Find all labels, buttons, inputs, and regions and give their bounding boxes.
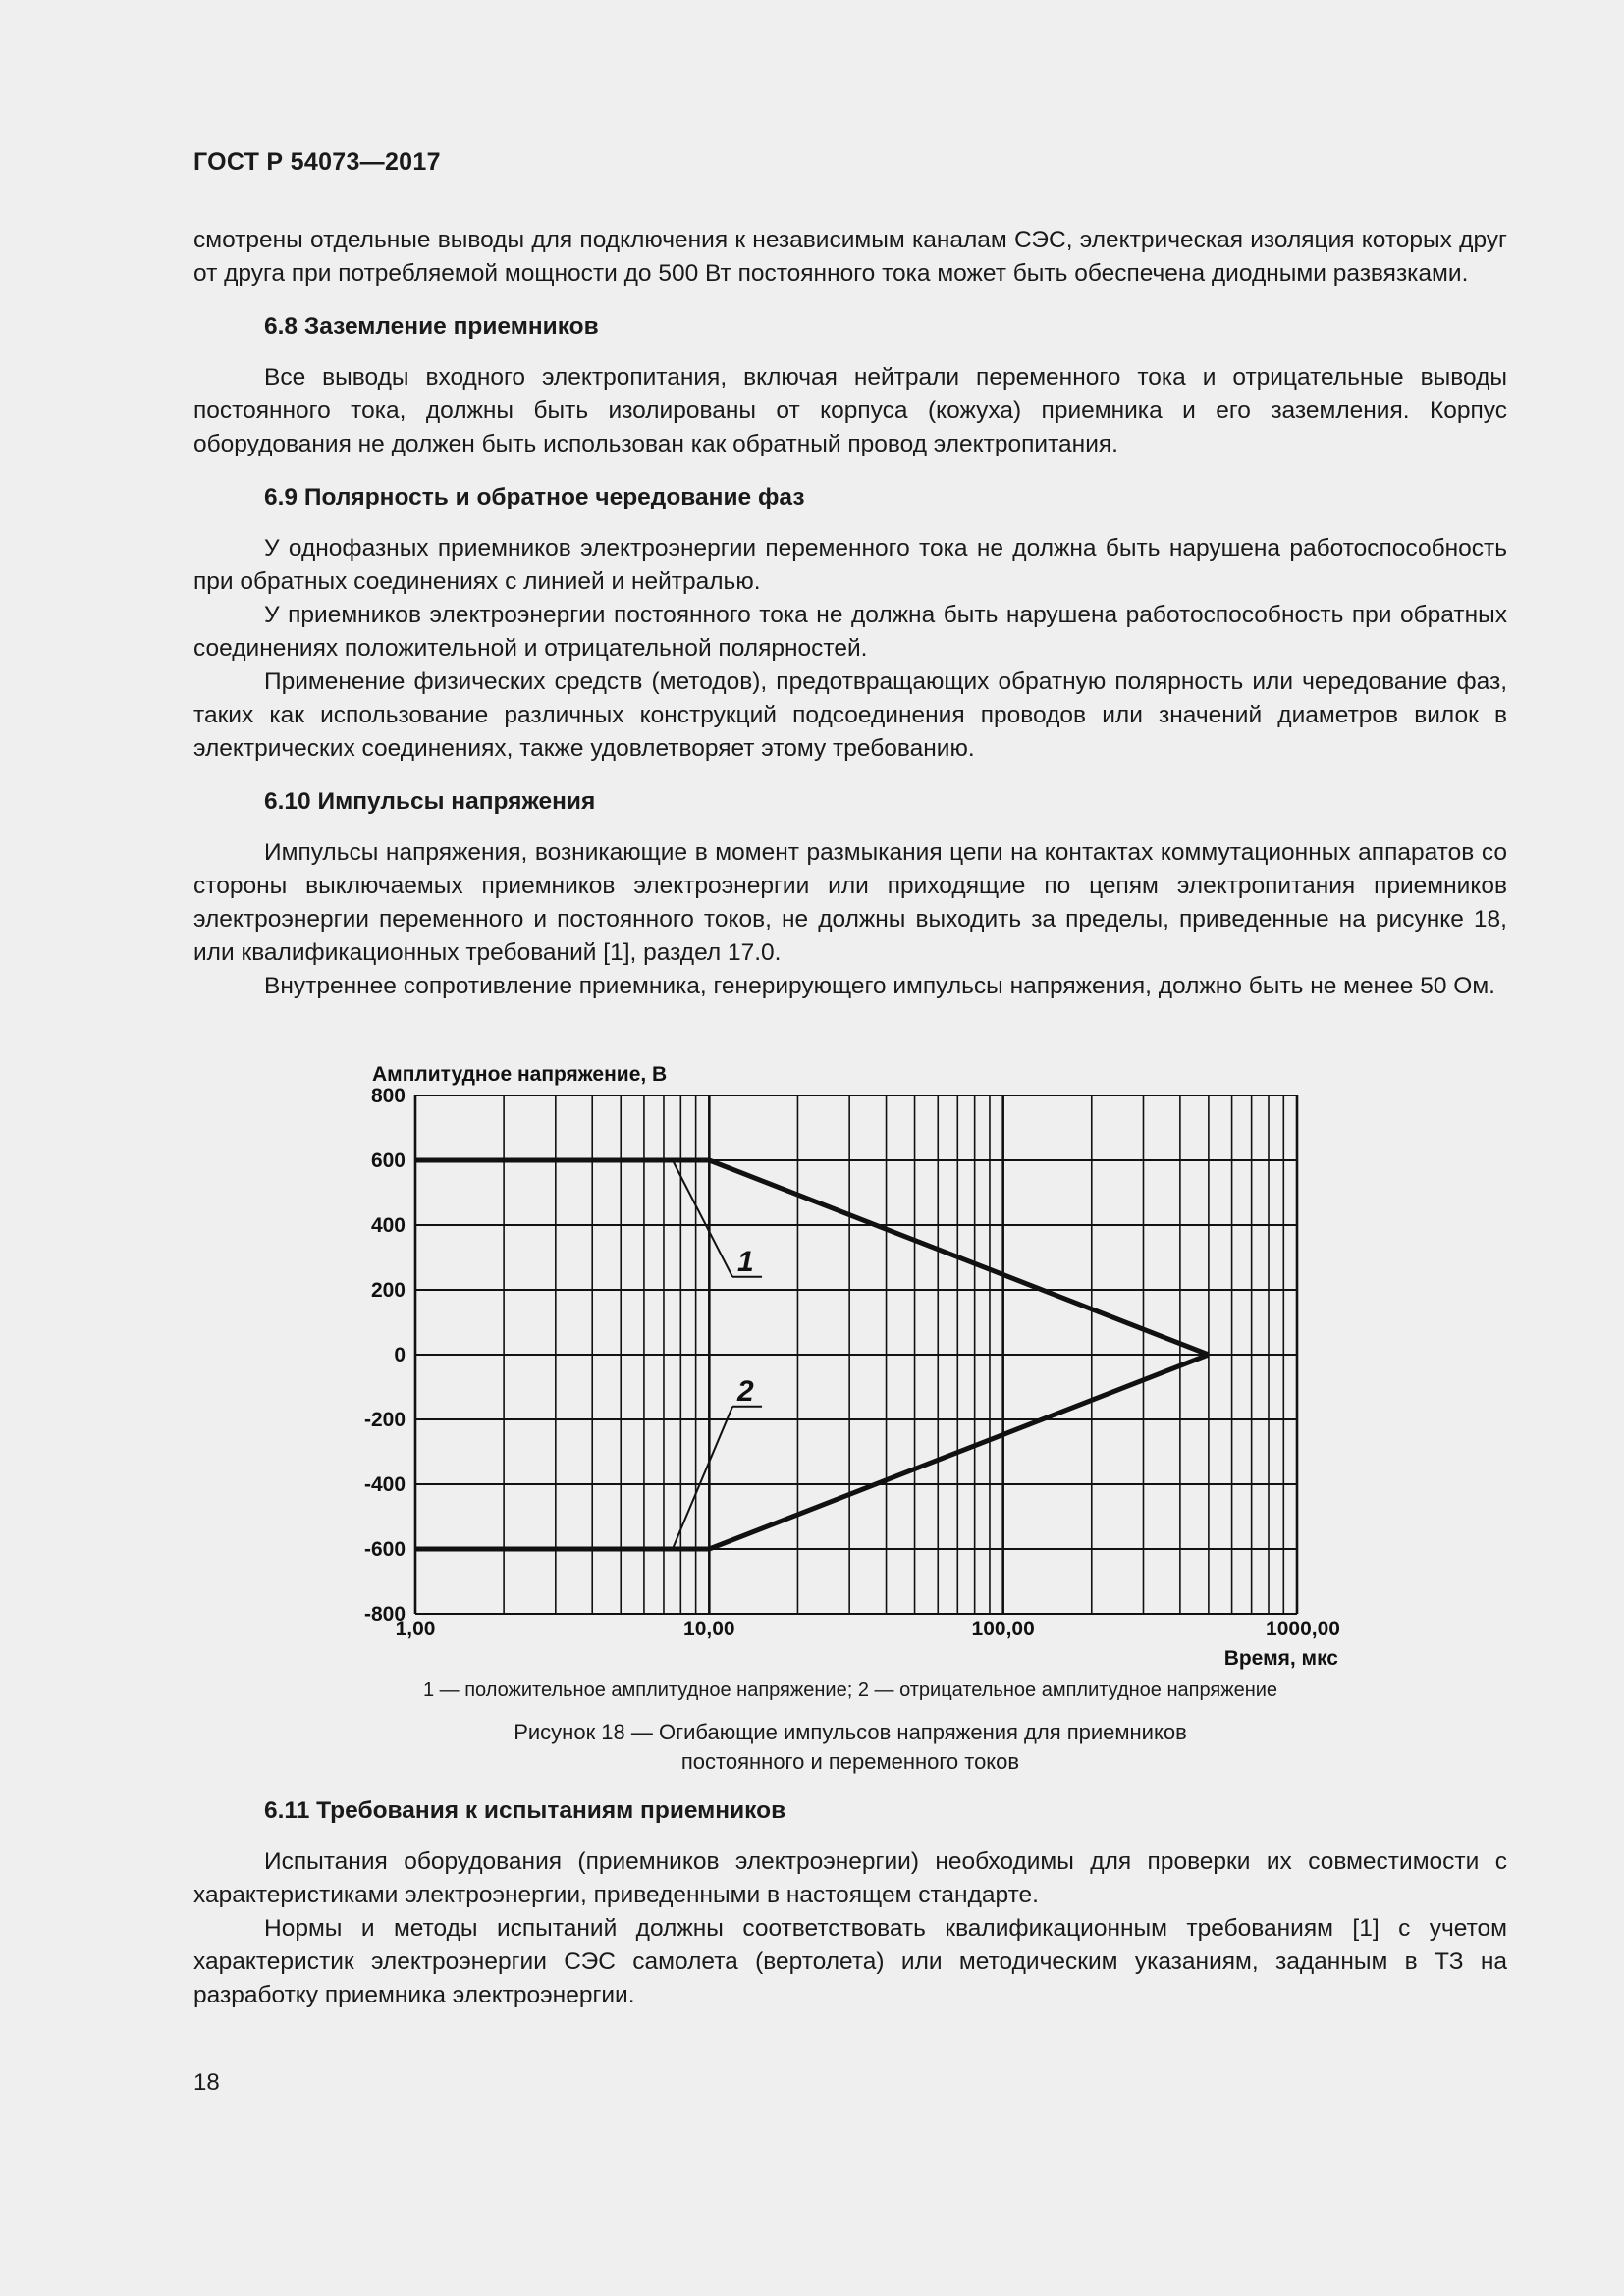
- section-heading-6-8: 6.8 Заземление приемников: [264, 313, 599, 340]
- x-axis-title: Время, мкс: [1223, 1647, 1338, 1670]
- y-tick-label: 800: [370, 1085, 406, 1107]
- x-tick-label: 1,00: [395, 1618, 436, 1640]
- paragraph-continuation: смотрены отдельные выводы для подключения к независимым каналам СЭС, электрическая изоляция которых друг от друга при потребляемой мощности до 500 Вт постоянного тока может быть обеспечена диодными развязками.: [193, 227, 1507, 287]
- page-number: 18: [193, 2069, 220, 2096]
- y-tick-label: 400: [370, 1214, 406, 1237]
- y-tick-label: 200: [370, 1279, 406, 1302]
- figure-caption-line-2: постоянного и переменного токов: [680, 1749, 1020, 1774]
- page-content: [193, 224, 1507, 2012]
- paragraph-grounding: Все выводы входного электропитания, включая нейтрали переменного тока и отрицательные выводы постоянного тока, должны быть изолированы от корпуса (кожуха) приемника и его заземления. Корпус оборудования не должен быть использован как обратный провод электропитания.: [193, 364, 1507, 457]
- x-tick-label: 100,00: [971, 1618, 1035, 1640]
- y-tick-label: 600: [370, 1149, 406, 1172]
- figure-caption: [193, 1718, 1507, 1777]
- paragraph-voltage-pulses: Импульсы напряжения, возникающие в момент размыкания цепи на контактах коммутационных аппаратов со стороны выключаемых приемников электроэнергии или приходящие по цепям электропитания приемников электроэнергии переменного и постоянного токов, не должны выходить за пределы, приведенные на рисунке 18, или квалификационных требований [1], раздел 17.0.: [193, 839, 1507, 966]
- section-heading-6-9: 6.9 Полярность и обратное чередование фаз: [264, 484, 805, 510]
- y-tick-label: -600: [363, 1538, 406, 1561]
- voltage-envelope-chart: [193, 1054, 1507, 1671]
- section-heading-6-10: 6.10 Импульсы напряжения: [264, 788, 596, 815]
- document-code-header: ГОСТ Р 54073—2017: [193, 148, 441, 176]
- paragraph-single-phase: У однофазных приемников электроэнергии переменного тока не должна быть нарушена работоспособность при обратных соединениях с линией и нейтралью.: [193, 535, 1507, 595]
- paragraph-dc-polarity: У приемников электроэнергии постоянного тока не должна быть нарушена работоспособность при обратных соединениях положительной и отрицательной полярностей.: [193, 602, 1507, 662]
- paragraph-testing: Испытания оборудования (приемников электроэнергии) необходимы для проверки их совместимости с характеристиками электроэнергии, приведенными в настоящем стандарте.: [193, 1848, 1507, 1908]
- series-line: [415, 1355, 1209, 1549]
- paragraph-test-methods: Нормы и методы испытаний должны соответствовать квалификационным требованиям [1] с учетом характеристик электроэнергии СЭС самолета (вертолета) или методическим указаниям, заданным в ТЗ на разработку приемника электроэнергии.: [193, 1915, 1507, 2008]
- paragraph-internal-resistance: Внутреннее сопротивление приемника, генерирующего импульсы напряжения, должно быть не менее 50 Ом.: [264, 973, 1495, 999]
- figure-legend: 1 — положительное амплитудное напряжение; 2 — отрицательное амплитудное напряжение: [422, 1680, 1278, 1701]
- paragraph-physical-means: Применение физических средств (методов), предотвращающих обратную полярность или чередование фаз, таких как использование различных конструкций подсоединения проводов или значений диаметров вилок в электрических соединениях, также удовлетворяет этому требованию.: [193, 668, 1507, 762]
- section-heading-6-11: 6.11 Требования к испытаниям приемников: [264, 1797, 786, 1824]
- figure-caption-line-1: Рисунок 18 — Огибающие импульсов напряжения для приемников: [514, 1720, 1187, 1744]
- y-axis-title: Амплитудное напряжение, В: [372, 1063, 668, 1086]
- y-tick-label: -400: [363, 1473, 406, 1496]
- x-tick-label: 1000,00: [1266, 1618, 1340, 1640]
- figure-18: [193, 1054, 1507, 1671]
- y-tick-label: 0: [394, 1344, 406, 1366]
- y-tick-label: -200: [363, 1409, 406, 1431]
- y-tick-label: -800: [363, 1603, 406, 1626]
- x-tick-label: 10,00: [683, 1618, 735, 1640]
- callout-label: 1: [737, 1245, 754, 1278]
- callout-label: 2: [737, 1374, 754, 1408]
- series-line: [415, 1160, 1209, 1355]
